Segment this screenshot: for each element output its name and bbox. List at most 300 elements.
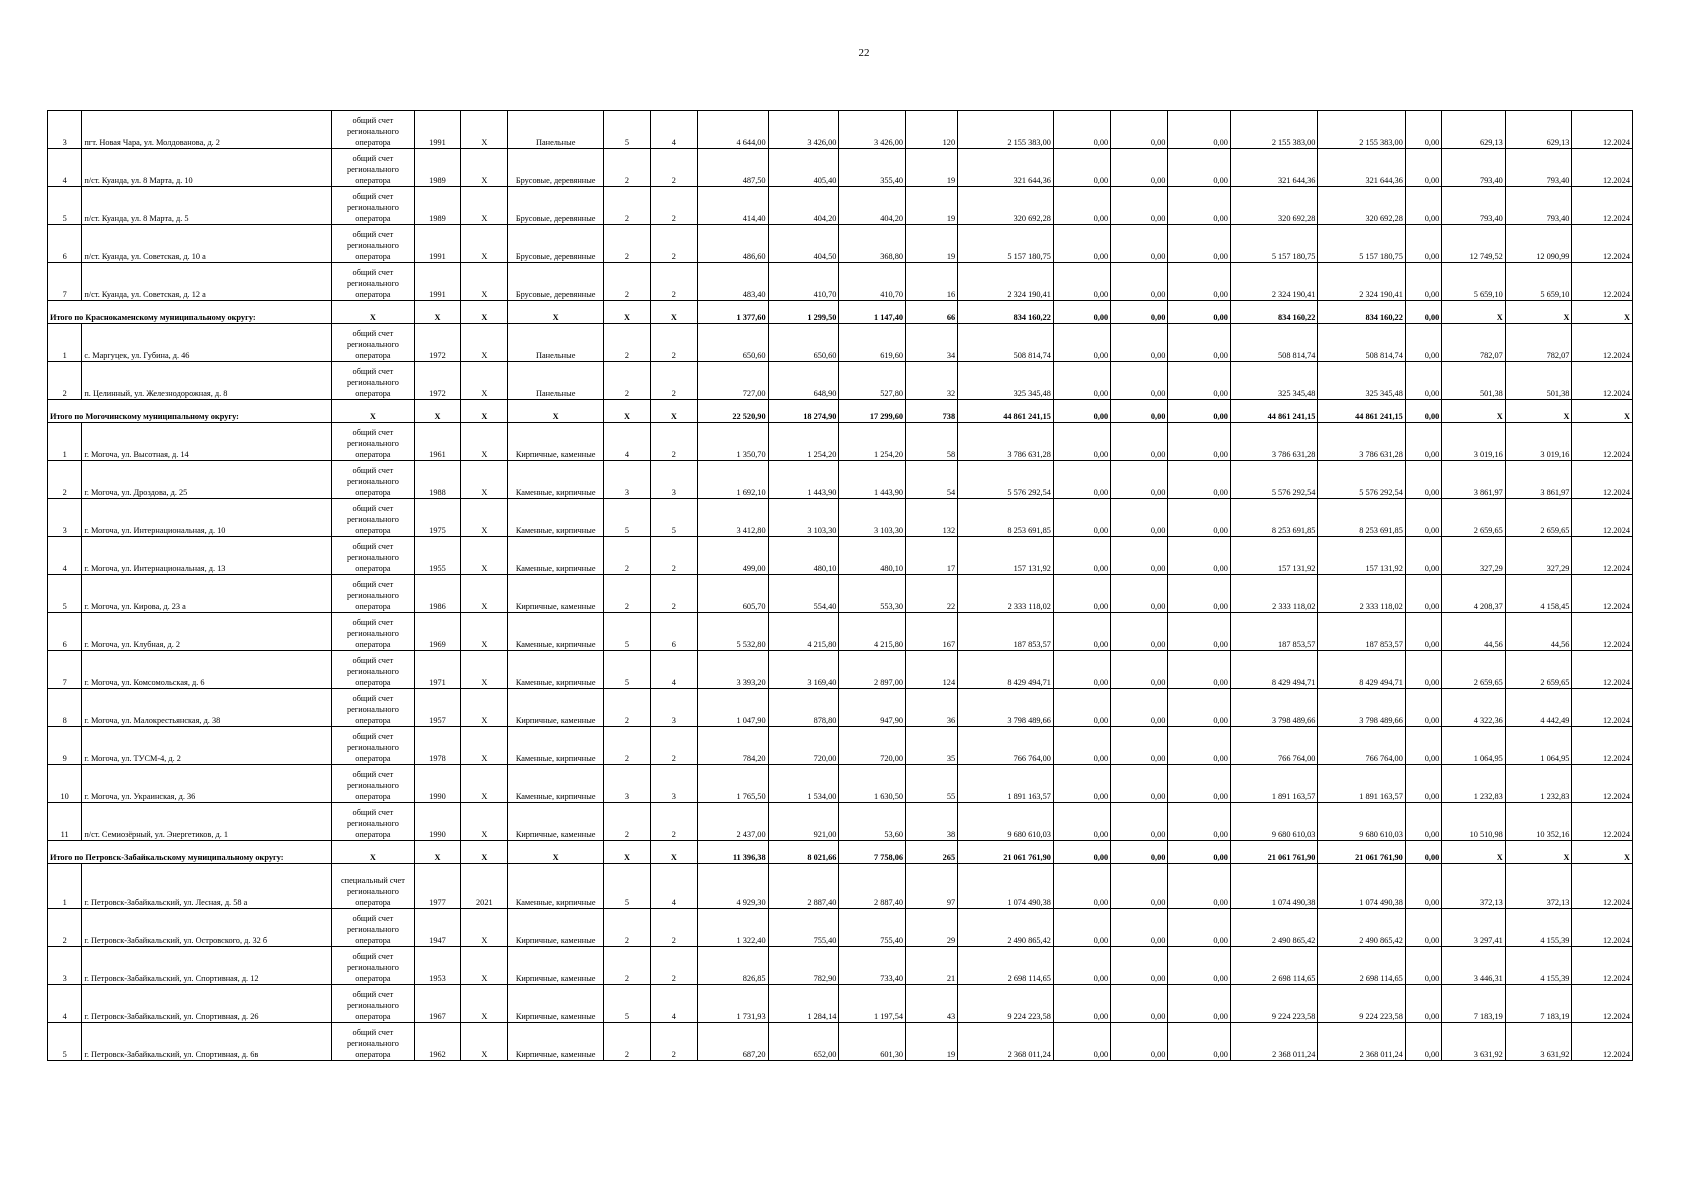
max-unit-cost-cell: 793,40 xyxy=(1505,149,1572,187)
fund-cell: 0,00 xyxy=(1053,461,1110,499)
account-type-cell: общий счет регионального оператора xyxy=(332,263,414,301)
deadline-cell: 12.2024 xyxy=(1572,1023,1633,1061)
floors-min-cell: 2 xyxy=(650,909,697,947)
floors-max-cell: 5 xyxy=(604,111,651,149)
wall-material-cell: Х xyxy=(508,400,604,423)
commission-year-cell: Х xyxy=(461,362,508,400)
floors-max-cell: 2 xyxy=(604,225,651,263)
local-budget-cell: 0,00 xyxy=(1168,400,1230,423)
residents-cell: 120 xyxy=(906,111,958,149)
owners-funds-cell: 1 074 490,38 xyxy=(1230,864,1317,909)
local-budget-cell: 0,00 xyxy=(1168,499,1230,537)
total-cost-cell: 2 490 865,42 xyxy=(958,909,1054,947)
address-cell: г. Могоча, ул. Кирова, д. 23 а xyxy=(82,575,332,613)
table-row xyxy=(48,727,1633,765)
wall-material-cell: Кирпичные, каменные xyxy=(508,909,604,947)
total-area-cell: 650,60 xyxy=(697,324,768,362)
premises-area-cell: 650,60 xyxy=(768,324,839,362)
fund-cell: 0,00 xyxy=(1053,423,1110,461)
local-budget-cell: 0,00 xyxy=(1168,225,1230,263)
deadline-cell: 12.2024 xyxy=(1572,689,1633,727)
budget-cell: 0,00 xyxy=(1111,689,1168,727)
fund-cell: 0,00 xyxy=(1053,1023,1110,1061)
year-built-cell: Х xyxy=(414,301,461,324)
wall-material-cell: Каменные, кирпичные xyxy=(508,727,604,765)
other-funds-cell: 0,00 xyxy=(1405,461,1441,499)
premises-area-cell: 405,40 xyxy=(768,149,839,187)
floors-min-cell: 2 xyxy=(650,324,697,362)
floors-max-cell: 2 xyxy=(604,1023,651,1061)
owners-total-cell: 834 160,22 xyxy=(1318,301,1405,324)
residential-area-cell: 355,40 xyxy=(839,149,906,187)
owners-total-cell: 5 576 292,54 xyxy=(1318,461,1405,499)
local-budget-cell: 0,00 xyxy=(1168,537,1230,575)
budget-cell: 0,00 xyxy=(1111,613,1168,651)
floors-min-cell: 3 xyxy=(650,689,697,727)
residents-cell: 35 xyxy=(906,727,958,765)
account-type-cell: общий счет регионального оператора xyxy=(332,985,414,1023)
commission-year-cell: Х xyxy=(461,301,508,324)
account-type-cell: общий счет регионального оператора xyxy=(332,423,414,461)
table-row xyxy=(48,263,1633,301)
residential-area-cell: 2 887,40 xyxy=(839,864,906,909)
address-cell: г. Могоча, ул. Высотная, д. 14 xyxy=(82,423,332,461)
wall-material-cell: Каменные, кирпичные xyxy=(508,537,604,575)
commission-year-cell: Х xyxy=(461,111,508,149)
owners-funds-cell: 5 576 292,54 xyxy=(1230,461,1317,499)
budget-cell: 0,00 xyxy=(1111,301,1168,324)
table-row xyxy=(48,651,1633,689)
year-built-cell: Х xyxy=(414,400,461,423)
owners-funds-cell: 321 644,36 xyxy=(1230,149,1317,187)
fund-cell: 0,00 xyxy=(1053,537,1110,575)
commission-year-cell: Х xyxy=(461,461,508,499)
residents-cell: 55 xyxy=(906,765,958,803)
deadline-cell: 12.2024 xyxy=(1572,985,1633,1023)
other-funds-cell: 0,00 xyxy=(1405,985,1441,1023)
row-number-cell: 3 xyxy=(48,499,82,537)
local-budget-cell: 0,00 xyxy=(1168,301,1230,324)
local-budget-cell: 0,00 xyxy=(1168,111,1230,149)
floors-max-cell: 2 xyxy=(604,727,651,765)
table-row xyxy=(48,423,1633,461)
floors-max-cell: 5 xyxy=(604,985,651,1023)
account-type-cell: общий счет регионального оператора xyxy=(332,225,414,263)
commission-year-cell: Х xyxy=(461,400,508,423)
other-funds-cell: 0,00 xyxy=(1405,864,1441,909)
budget-cell: 0,00 xyxy=(1111,803,1168,841)
owners-total-cell: 157 131,92 xyxy=(1318,537,1405,575)
commission-year-cell: Х xyxy=(461,841,508,864)
commission-year-cell: Х xyxy=(461,765,508,803)
unit-cost-cell: 1 064,95 xyxy=(1442,727,1506,765)
owners-total-cell: 2 368 011,24 xyxy=(1318,1023,1405,1061)
residents-cell: 265 xyxy=(906,841,958,864)
commission-year-cell: Х xyxy=(461,689,508,727)
floors-min-cell: Х xyxy=(650,841,697,864)
unit-cost-cell: 44,56 xyxy=(1442,613,1506,651)
other-funds-cell: 0,00 xyxy=(1405,1023,1441,1061)
budget-cell: 0,00 xyxy=(1111,947,1168,985)
max-unit-cost-cell: 7 183,19 xyxy=(1505,985,1572,1023)
total-cost-cell: 2 698 114,65 xyxy=(958,947,1054,985)
local-budget-cell: 0,00 xyxy=(1168,613,1230,651)
owners-funds-cell: 8 253 691,85 xyxy=(1230,499,1317,537)
max-unit-cost-cell: 2 659,65 xyxy=(1505,499,1572,537)
floors-min-cell: 2 xyxy=(650,362,697,400)
owners-total-cell: 508 814,74 xyxy=(1318,324,1405,362)
floors-min-cell: 2 xyxy=(650,575,697,613)
total-cost-cell: 9 224 223,58 xyxy=(958,985,1054,1023)
residential-area-cell: 404,20 xyxy=(839,187,906,225)
premises-area-cell: 554,40 xyxy=(768,575,839,613)
local-budget-cell: 0,00 xyxy=(1168,651,1230,689)
premises-area-cell: 404,20 xyxy=(768,187,839,225)
total-cost-cell: 1 074 490,38 xyxy=(958,864,1054,909)
row-number-cell: 6 xyxy=(48,225,82,263)
row-number-cell: 10 xyxy=(48,765,82,803)
unit-cost-cell: 10 510,98 xyxy=(1442,803,1506,841)
owners-total-cell: 2 490 865,42 xyxy=(1318,909,1405,947)
premises-area-cell: 3 169,40 xyxy=(768,651,839,689)
table-row xyxy=(48,537,1633,575)
local-budget-cell: 0,00 xyxy=(1168,727,1230,765)
budget-cell: 0,00 xyxy=(1111,985,1168,1023)
table-row xyxy=(48,111,1633,149)
deadline-cell: Х xyxy=(1572,400,1633,423)
owners-funds-cell: 3 798 489,66 xyxy=(1230,689,1317,727)
owners-funds-cell: 325 345,48 xyxy=(1230,362,1317,400)
year-built-cell: 1991 xyxy=(414,263,461,301)
unit-cost-cell: 3 019,16 xyxy=(1442,423,1506,461)
address-cell: г. Могоча, ул. Интернациональная, д. 13 xyxy=(82,537,332,575)
commission-year-cell: Х xyxy=(461,187,508,225)
row-number-cell: 8 xyxy=(48,689,82,727)
premises-area-cell: 18 274,90 xyxy=(768,400,839,423)
total-area-cell: 11 396,38 xyxy=(697,841,768,864)
residential-area-cell: 4 215,80 xyxy=(839,613,906,651)
other-funds-cell: 0,00 xyxy=(1405,499,1441,537)
floors-max-cell: 2 xyxy=(604,187,651,225)
local-budget-cell: 0,00 xyxy=(1168,324,1230,362)
owners-funds-cell: 834 160,22 xyxy=(1230,301,1317,324)
deadline-cell: 12.2024 xyxy=(1572,651,1633,689)
floors-max-cell: 5 xyxy=(604,613,651,651)
max-unit-cost-cell: 782,07 xyxy=(1505,324,1572,362)
row-number-cell: 4 xyxy=(48,537,82,575)
total-area-cell: 784,20 xyxy=(697,727,768,765)
owners-total-cell: 3 786 631,28 xyxy=(1318,423,1405,461)
total-cost-cell: 5 576 292,54 xyxy=(958,461,1054,499)
row-number-cell: 3 xyxy=(48,111,82,149)
max-unit-cost-cell: 629,13 xyxy=(1505,111,1572,149)
premises-area-cell: 782,90 xyxy=(768,947,839,985)
floors-min-cell: Х xyxy=(650,301,697,324)
table-row xyxy=(48,689,1633,727)
address-cell: г. Могоча, ул. ТУСМ-4, д. 2 xyxy=(82,727,332,765)
address-cell: пгт. Новая Чара, ул. Молдованова, д. 2 xyxy=(82,111,332,149)
other-funds-cell: 0,00 xyxy=(1405,149,1441,187)
other-funds-cell: 0,00 xyxy=(1405,400,1441,423)
row-number-cell: 2 xyxy=(48,362,82,400)
wall-material-cell: Кирпичные, каменные xyxy=(508,423,604,461)
budget-cell: 0,00 xyxy=(1111,1023,1168,1061)
budget-cell: 0,00 xyxy=(1111,263,1168,301)
subtotal-label-cell: Итого по Петровск-Забайкальскому муниципальному округу: xyxy=(48,841,332,864)
unit-cost-cell: 793,40 xyxy=(1442,187,1506,225)
deadline-cell: 12.2024 xyxy=(1572,324,1633,362)
budget-cell: 0,00 xyxy=(1111,537,1168,575)
account-type-cell: общий счет регионального оператора xyxy=(332,651,414,689)
floors-max-cell: 3 xyxy=(604,461,651,499)
fund-cell: 0,00 xyxy=(1053,225,1110,263)
other-funds-cell: 0,00 xyxy=(1405,225,1441,263)
address-cell: г. Могоча, ул. Украинская, д. 36 xyxy=(82,765,332,803)
max-unit-cost-cell: 1 064,95 xyxy=(1505,727,1572,765)
local-budget-cell: 0,00 xyxy=(1168,263,1230,301)
deadline-cell: 12.2024 xyxy=(1572,263,1633,301)
unit-cost-cell: 12 749,52 xyxy=(1442,225,1506,263)
account-type-cell: общий счет регионального оператора xyxy=(332,362,414,400)
local-budget-cell: 0,00 xyxy=(1168,362,1230,400)
page-number: 22 xyxy=(858,47,870,59)
total-area-cell: 1 731,93 xyxy=(697,985,768,1023)
deadline-cell: 12.2024 xyxy=(1572,947,1633,985)
unit-cost-cell: 3 446,31 xyxy=(1442,947,1506,985)
subtotal-row xyxy=(48,301,1633,324)
total-cost-cell: 157 131,92 xyxy=(958,537,1054,575)
address-cell: п/ст. Куанда, ул. Советская, д. 12 а xyxy=(82,263,332,301)
unit-cost-cell: Х xyxy=(1442,301,1506,324)
owners-total-cell: 5 157 180,75 xyxy=(1318,225,1405,263)
deadline-cell: 12.2024 xyxy=(1572,909,1633,947)
max-unit-cost-cell: Х xyxy=(1505,400,1572,423)
row-number-cell: 1 xyxy=(48,864,82,909)
budget-cell: 0,00 xyxy=(1111,651,1168,689)
owners-funds-cell: 9 680 610,03 xyxy=(1230,803,1317,841)
residential-area-cell: 619,60 xyxy=(839,324,906,362)
floors-min-cell: 4 xyxy=(650,985,697,1023)
residents-cell: 36 xyxy=(906,689,958,727)
budget-cell: 0,00 xyxy=(1111,225,1168,263)
total-cost-cell: 2 155 383,00 xyxy=(958,111,1054,149)
deadline-cell: 12.2024 xyxy=(1572,803,1633,841)
residents-cell: 34 xyxy=(906,324,958,362)
max-unit-cost-cell: 3 019,16 xyxy=(1505,423,1572,461)
year-built-cell: 1969 xyxy=(414,613,461,651)
address-cell: п/ст. Семиозёрный, ул. Энергетиков, д. 1 xyxy=(82,803,332,841)
premises-area-cell: 1 534,00 xyxy=(768,765,839,803)
max-unit-cost-cell: 4 155,39 xyxy=(1505,909,1572,947)
total-cost-cell: 320 692,28 xyxy=(958,187,1054,225)
total-cost-cell: 9 680 610,03 xyxy=(958,803,1054,841)
table-row xyxy=(48,985,1633,1023)
unit-cost-cell: 793,40 xyxy=(1442,149,1506,187)
owners-funds-cell: 21 061 761,90 xyxy=(1230,841,1317,864)
total-cost-cell: 325 345,48 xyxy=(958,362,1054,400)
unit-cost-cell: 501,38 xyxy=(1442,362,1506,400)
floors-max-cell: Х xyxy=(604,841,651,864)
unit-cost-cell: 327,29 xyxy=(1442,537,1506,575)
residential-area-cell: 553,30 xyxy=(839,575,906,613)
floors-min-cell: 4 xyxy=(650,651,697,689)
owners-total-cell: 8 429 494,71 xyxy=(1318,651,1405,689)
year-built-cell: 1978 xyxy=(414,727,461,765)
budget-cell: 0,00 xyxy=(1111,187,1168,225)
wall-material-cell: Брусовые, деревянные xyxy=(508,187,604,225)
deadline-cell: 12.2024 xyxy=(1572,864,1633,909)
account-type-cell: общий счет регионального оператора xyxy=(332,187,414,225)
wall-material-cell: Брусовые, деревянные xyxy=(508,263,604,301)
floors-max-cell: 5 xyxy=(604,651,651,689)
commission-year-cell: Х xyxy=(461,1023,508,1061)
premises-area-cell: 4 215,80 xyxy=(768,613,839,651)
fund-cell: 0,00 xyxy=(1053,651,1110,689)
budget-cell: 0,00 xyxy=(1111,864,1168,909)
wall-material-cell: Брусовые, деревянные xyxy=(508,149,604,187)
floors-max-cell: 2 xyxy=(604,263,651,301)
account-type-cell: общий счет регионального оператора xyxy=(332,727,414,765)
total-area-cell: 4 644,00 xyxy=(697,111,768,149)
total-cost-cell: 2 333 118,02 xyxy=(958,575,1054,613)
table-row xyxy=(48,575,1633,613)
deadline-cell: Х xyxy=(1572,841,1633,864)
floors-max-cell: 2 xyxy=(604,324,651,362)
floors-max-cell: Х xyxy=(604,301,651,324)
residential-area-cell: 1 197,54 xyxy=(839,985,906,1023)
residents-cell: 97 xyxy=(906,864,958,909)
fund-cell: 0,00 xyxy=(1053,301,1110,324)
total-cost-cell: 2 324 190,41 xyxy=(958,263,1054,301)
max-unit-cost-cell: Х xyxy=(1505,301,1572,324)
address-cell: г. Петровск-Забайкальский, ул. Спортивная, д. 12 xyxy=(82,947,332,985)
account-type-cell: специальный счет регионального оператора xyxy=(332,864,414,909)
residential-area-cell: 17 299,60 xyxy=(839,400,906,423)
owners-funds-cell: 5 157 180,75 xyxy=(1230,225,1317,263)
local-budget-cell: 0,00 xyxy=(1168,864,1230,909)
budget-cell: 0,00 xyxy=(1111,575,1168,613)
year-built-cell: 1990 xyxy=(414,803,461,841)
residential-area-cell: 947,90 xyxy=(839,689,906,727)
premises-area-cell: 720,00 xyxy=(768,727,839,765)
total-area-cell: 826,85 xyxy=(697,947,768,985)
fund-cell: 0,00 xyxy=(1053,362,1110,400)
total-cost-cell: 44 861 241,15 xyxy=(958,400,1054,423)
subtotal-label-cell: Итого по Могочинскому муниципальному округу: xyxy=(48,400,332,423)
table-row xyxy=(48,324,1633,362)
total-area-cell: 1 765,50 xyxy=(697,765,768,803)
table-row xyxy=(48,864,1633,909)
year-built-cell: 1990 xyxy=(414,765,461,803)
commission-year-cell: Х xyxy=(461,537,508,575)
unit-cost-cell: 629,13 xyxy=(1442,111,1506,149)
deadline-cell: 12.2024 xyxy=(1572,613,1633,651)
premises-area-cell: 755,40 xyxy=(768,909,839,947)
max-unit-cost-cell: 372,13 xyxy=(1505,864,1572,909)
floors-min-cell: 6 xyxy=(650,613,697,651)
owners-total-cell: 1 074 490,38 xyxy=(1318,864,1405,909)
table-row xyxy=(48,149,1633,187)
max-unit-cost-cell: 3 631,92 xyxy=(1505,1023,1572,1061)
residential-area-cell: 3 426,00 xyxy=(839,111,906,149)
other-funds-cell: 0,00 xyxy=(1405,362,1441,400)
total-area-cell: 3 412,80 xyxy=(697,499,768,537)
owners-funds-cell: 508 814,74 xyxy=(1230,324,1317,362)
local-budget-cell: 0,00 xyxy=(1168,1023,1230,1061)
fund-cell: 0,00 xyxy=(1053,187,1110,225)
table-row xyxy=(48,613,1633,651)
deadline-cell: 12.2024 xyxy=(1572,461,1633,499)
total-area-cell: 487,50 xyxy=(697,149,768,187)
account-type-cell: общий счет регионального оператора xyxy=(332,689,414,727)
deadline-cell: 12.2024 xyxy=(1572,362,1633,400)
max-unit-cost-cell: 793,40 xyxy=(1505,187,1572,225)
owners-funds-cell: 3 786 631,28 xyxy=(1230,423,1317,461)
owners-funds-cell: 44 861 241,15 xyxy=(1230,400,1317,423)
year-built-cell: 1955 xyxy=(414,537,461,575)
fund-cell: 0,00 xyxy=(1053,149,1110,187)
residents-cell: 54 xyxy=(906,461,958,499)
commission-year-cell: Х xyxy=(461,225,508,263)
commission-year-cell: Х xyxy=(461,149,508,187)
commission-year-cell: Х xyxy=(461,947,508,985)
year-built-cell: 1961 xyxy=(414,423,461,461)
other-funds-cell: 0,00 xyxy=(1405,613,1441,651)
owners-total-cell: 325 345,48 xyxy=(1318,362,1405,400)
max-unit-cost-cell: 327,29 xyxy=(1505,537,1572,575)
owners-funds-cell: 1 891 163,57 xyxy=(1230,765,1317,803)
owners-funds-cell: 2 698 114,65 xyxy=(1230,947,1317,985)
other-funds-cell: 0,00 xyxy=(1405,111,1441,149)
residents-cell: 38 xyxy=(906,803,958,841)
local-budget-cell: 0,00 xyxy=(1168,187,1230,225)
residents-cell: 58 xyxy=(906,423,958,461)
other-funds-cell: 0,00 xyxy=(1405,841,1441,864)
year-built-cell: 1967 xyxy=(414,985,461,1023)
commission-year-cell: Х xyxy=(461,423,508,461)
owners-funds-cell: 2 368 011,24 xyxy=(1230,1023,1317,1061)
unit-cost-cell: 782,07 xyxy=(1442,324,1506,362)
deadline-cell: 12.2024 xyxy=(1572,765,1633,803)
account-type-cell: общий счет регионального оператора xyxy=(332,613,414,651)
owners-total-cell: 8 253 691,85 xyxy=(1318,499,1405,537)
wall-material-cell: Каменные, кирпичные xyxy=(508,651,604,689)
commission-year-cell: Х xyxy=(461,613,508,651)
address-cell: г. Могоча, ул. Комсомольская, д. 6 xyxy=(82,651,332,689)
floors-min-cell: 2 xyxy=(650,423,697,461)
residents-cell: 16 xyxy=(906,263,958,301)
total-cost-cell: 766 764,00 xyxy=(958,727,1054,765)
fund-cell: 0,00 xyxy=(1053,613,1110,651)
premises-area-cell: 410,70 xyxy=(768,263,839,301)
account-type-cell: общий счет регионального оператора xyxy=(332,1023,414,1061)
budget-cell: 0,00 xyxy=(1111,111,1168,149)
total-area-cell: 4 929,30 xyxy=(697,864,768,909)
unit-cost-cell: 5 659,10 xyxy=(1442,263,1506,301)
table-row xyxy=(48,461,1633,499)
fund-cell: 0,00 xyxy=(1053,909,1110,947)
budget-cell: 0,00 xyxy=(1111,400,1168,423)
year-built-cell: 1991 xyxy=(414,225,461,263)
account-type-cell: общий счет регионального оператора xyxy=(332,575,414,613)
budget-cell: 0,00 xyxy=(1111,841,1168,864)
deadline-cell: 12.2024 xyxy=(1572,225,1633,263)
year-built-cell: 1971 xyxy=(414,651,461,689)
year-built-cell: Х xyxy=(414,841,461,864)
address-cell: п/ст. Куанда, ул. 8 Марта, д. 10 xyxy=(82,149,332,187)
year-built-cell: 1977 xyxy=(414,864,461,909)
floors-max-cell: 2 xyxy=(604,803,651,841)
